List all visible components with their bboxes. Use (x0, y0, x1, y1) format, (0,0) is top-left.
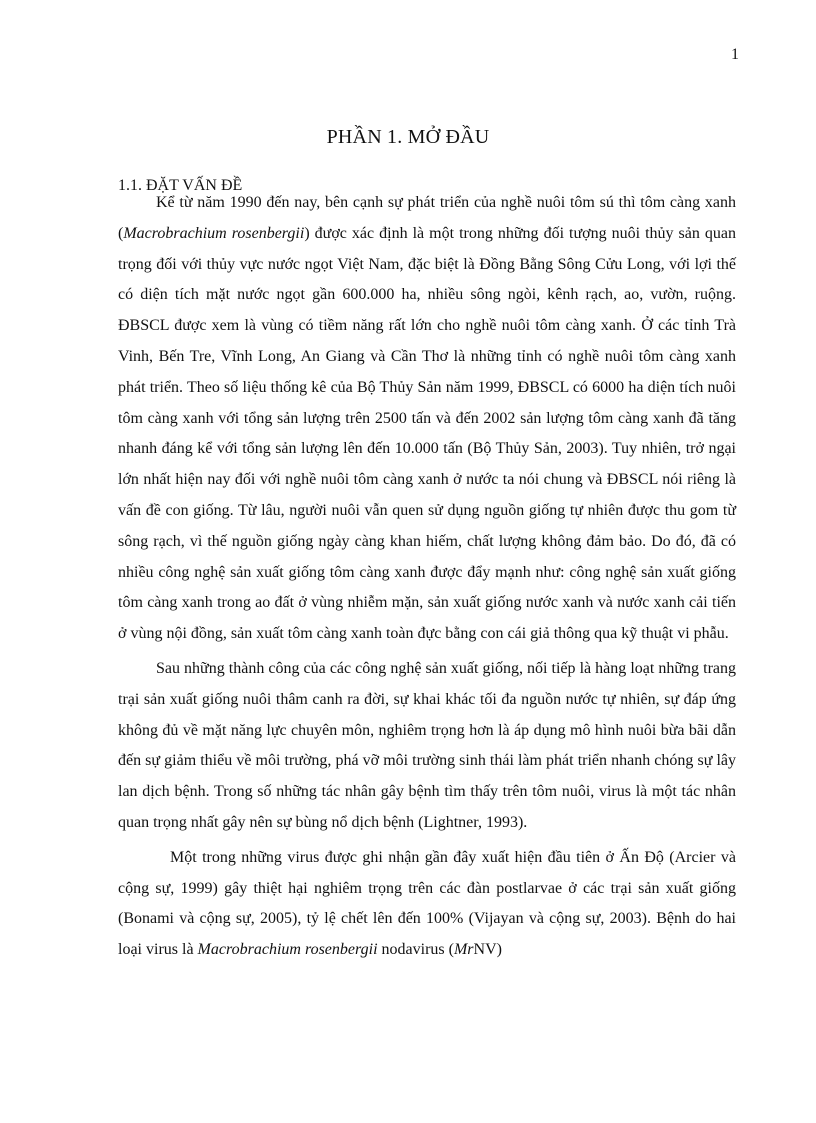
virus-abbreviation: Mr (453, 941, 474, 959)
paragraph-1 (118, 188, 736, 650)
section-heading: 1.1. ĐẶT VẤN ĐỀ (118, 177, 243, 194)
species-name: Macrobrachium rosenbergii (197, 941, 378, 959)
paragraph-3-text-c: NV) (473, 941, 502, 959)
paragraph-3-text-a: Một trong những virus được ghi nhận gần đây xuất hiện đầu tiên ở Ấn Độ (Arcier và cộng sự, 1999) gây thiệt hại nghiêm trọng trên các đàn postlarvae ở các trại sản xuất giống (Bonami và cộng sự, 2005), tỷ lệ chết lên đến 100% (Vijayan và cộng sự, 2003). Bệnh do hai loại virus là (118, 848, 736, 959)
page-number: 1 (731, 46, 739, 63)
chapter-title: PHẦN 1. MỞ ĐẦU (326, 126, 490, 148)
paragraph-3 (118, 843, 736, 966)
paragraph-1-text-a: Kể từ năm 1990 đến nay, bên cạnh sự phát triển của nghề nuôi tôm sú thì tôm càng xanh ( (118, 194, 736, 242)
paragraph-3-text-b: nodavirus ( (377, 941, 454, 959)
paragraph-2: Sau những thành công của các công nghệ sản xuất giống, nối tiếp là hàng loạt những trang trại sản xuất giống nuôi thâm canh ra đời, sự khai khác tối đa nguồn nước tự nhiên, sự đáp ứng không đủ về mặt năng lực chuyên môn, nghiêm trọng hơn là áp dụng mô hình nuôi bừa bãi dẫn đến sự giảm thiểu về môi trường, phá vỡ môi trường sinh thái làm phát triển nhanh chóng sự lây lan dịch bệnh. Trong số những tác nhân gây bệnh tìm thấy trên tôm nuôi, virus là một tác nhân quan trọng nhất gây nên sự bùng nổ dịch bệnh (Lightner, 1993). (118, 659, 736, 831)
species-name: Macrobrachium rosenbergii (123, 224, 305, 242)
paragraph-1-text-b: ) được xác định là một trong những đối tượng nuôi thủy sản quan trọng đối với thủy vực nước ngọt Việt Nam, đặc biệt là Đồng Bằng Sông Cửu Long, với lợi thế có diện tích mặt nước ngọt gần 600.000 ha, nhiều sông ngòi, kênh rạch, ao, vườn, ruộng. ĐBSCL được xem là vùng có tiềm năng rất lớn cho nghề nuôi tôm càng xanh. Ở các tỉnh Trà Vinh, Bến Tre, Vĩnh Long, An Giang và Cần Thơ là những tỉnh có nghề nuôi tôm càng xanh phát triển. Theo số liệu thống kê của Bộ Thủy Sản năm 1999, ĐBSCL có 6000 ha diện tích nuôi tôm càng xanh với tổng sản lượng trên 2500 tấn và đến 2002 sản lượng tôm càng xanh đã tăng nhanh đáng kể với tổng sản lượng lên đến 10.000 tấn (Bộ Thủy Sản, 2003). Tuy nhiên, trở ngại lớn nhất hiện nay đối với nghề nuôi tôm càng xanh ở nước ta nói chung và ĐBSCL nói riêng là vấn đề con giống. Từ lâu, người nuôi vẫn quen sử dụng nguồn giống tự nhiên được thu gom từ sông rạch, vì thế nguồn giống ngày càng khan hiếm, chất lượng không đảm bảo. Do đó, đã có nhiều công nghệ sản xuất giống tôm càng xanh được đẩy mạnh như: công nghệ sản xuất giống tôm càng xanh trong ao đất ở vùng nhiễm mặn, sản xuất giống nước xanh và nước xanh cải tiến ở vùng nội đồng, sản xuất tôm càng xanh toàn đực bằng con cái giả thông qua kỹ thuật vi phẫu. (118, 224, 736, 643)
body-text (118, 188, 736, 970)
